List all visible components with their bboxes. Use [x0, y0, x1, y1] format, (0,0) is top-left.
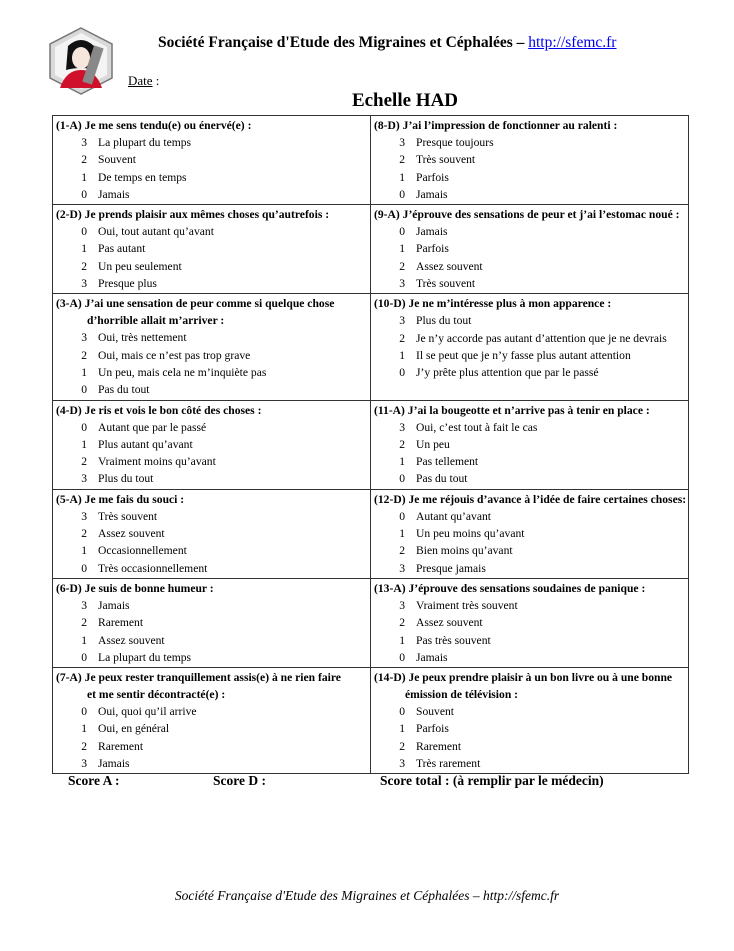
had-questionnaire-table [52, 115, 689, 774]
answer-score: 1 [81, 365, 87, 379]
answer-option [374, 542, 685, 559]
answer-text: Oui, quoi qu’il arrive [98, 705, 197, 719]
answer-score: 1 [399, 527, 405, 541]
answer-score: 2 [81, 455, 87, 469]
answer-score: 0 [81, 650, 87, 664]
answer-score: 0 [399, 366, 405, 380]
answer-option [56, 720, 367, 737]
answer-score: 0 [81, 705, 87, 719]
answer-score: 3 [81, 277, 87, 291]
answer-text: Bien moins qu’avant [416, 544, 513, 558]
question-cell [371, 578, 689, 667]
answer-text: Un peu, mais cela ne m’inquiète pas [98, 365, 267, 379]
answer-text: Pas très souvent [416, 633, 491, 647]
answer-score: 2 [399, 437, 405, 451]
answer-score: 2 [81, 153, 87, 167]
answer-text: J’y prête plus attention que par le passé [416, 366, 599, 380]
answer-option [56, 240, 367, 257]
answer-text: Rarement [416, 739, 462, 753]
answer-score: 2 [399, 331, 405, 345]
question-row [53, 294, 689, 400]
question-title-continued: et me sentir décontracté(e) : [87, 688, 226, 702]
question-row [53, 578, 689, 667]
answer-option [374, 453, 685, 470]
answer-score: 1 [399, 722, 405, 736]
answer-score: 0 [81, 561, 87, 575]
answer-text: Pas tellement [416, 455, 479, 469]
answer-option [374, 632, 685, 649]
answer-score: 2 [399, 616, 405, 630]
answer-text: Très souvent [98, 509, 158, 523]
question-row [53, 668, 689, 774]
answer-text: Presque plus [98, 277, 157, 291]
question-cell [371, 205, 689, 294]
question-title: (7-A) Je peux rester tranquillement assis(e) à ne rien faire [56, 671, 341, 685]
answer-option [56, 186, 367, 203]
question-title: (10-D) Je ne m’intéresse plus à mon apparence : [374, 297, 612, 311]
answer-text: Parfois [416, 722, 449, 736]
answer-text: Presque jamais [416, 561, 486, 575]
answer-text: Jamais [416, 187, 448, 201]
answer-option [374, 525, 685, 542]
answer-text: Vraiment très souvent [416, 598, 518, 612]
question-title-continued: d’horrible allait m’arriver : [87, 314, 225, 328]
answer-score: 0 [399, 509, 405, 523]
answer-option [56, 347, 367, 364]
question-row [53, 205, 689, 294]
answer-score: 3 [399, 561, 405, 575]
answer-text: Très rarement [416, 757, 481, 771]
answer-text: Vraiment moins qu’avant [98, 455, 216, 469]
footer: Société Française d'Etude des Migraines et Céphalées – http://sfemc.fr [174, 888, 560, 903]
question-title: (3-A) J’ai une sensation de peur comme si quelque chose [56, 297, 335, 311]
answer-score: 1 [81, 722, 87, 736]
answer-text: Souvent [416, 705, 455, 719]
answer-score: 2 [399, 259, 405, 273]
question-cell [53, 205, 371, 294]
answer-option [374, 649, 685, 666]
answer-score: 2 [81, 348, 87, 362]
answer-option [56, 419, 367, 436]
answer-option [56, 470, 367, 487]
answer-text: Très souvent [416, 153, 476, 167]
sfemc-logo [46, 26, 116, 96]
answer-text: Assez souvent [98, 633, 165, 647]
score-d-label: Score D : [213, 773, 266, 788]
answer-text: Jamais [98, 757, 130, 771]
answer-option [374, 508, 685, 525]
answer-option [56, 436, 367, 453]
answer-score: 1 [81, 437, 87, 451]
answer-text: La plupart du temps [98, 650, 192, 664]
answer-option [56, 738, 367, 755]
answer-option [56, 329, 367, 346]
header-link[interactable]: http://sfemc.fr [528, 34, 617, 51]
answer-score: 3 [399, 314, 405, 328]
question-title: (13-A) J’éprouve des sensations soudaines de panique : [374, 581, 646, 595]
answer-option [56, 525, 367, 542]
answer-option [56, 453, 367, 470]
answer-option [374, 151, 685, 168]
question-cell [53, 116, 371, 205]
answer-option [56, 258, 367, 275]
answer-text: Rarement [98, 739, 144, 753]
question-cell [53, 489, 371, 578]
answer-score: 1 [399, 455, 405, 469]
question-cell [371, 489, 689, 578]
question-cell [371, 400, 689, 489]
answer-score: 1 [399, 242, 405, 256]
answer-text: Oui, tout autant qu’avant [98, 225, 214, 239]
date-label-text: Date [128, 73, 153, 88]
answer-text: Un peu seulement [98, 259, 182, 273]
answer-text: Oui, en général [98, 722, 170, 736]
answer-text: Parfois [416, 242, 449, 256]
answer-text: Presque toujours [416, 136, 494, 149]
answer-score: 3 [81, 757, 87, 771]
answer-text: Jamais [98, 598, 130, 612]
answer-text: Un peu [416, 437, 450, 451]
question-cell [371, 668, 689, 774]
question-cell [53, 578, 371, 667]
answer-score: 0 [399, 225, 405, 239]
answer-score: 1 [81, 633, 87, 647]
answer-option [374, 347, 685, 364]
answer-score: 3 [399, 598, 405, 612]
question-title: (6-D) Je suis de bonne humeur : [56, 581, 214, 595]
answer-score: 2 [81, 259, 87, 273]
answer-option [374, 134, 685, 151]
answer-score: 3 [81, 472, 87, 486]
answer-score: 2 [399, 739, 405, 753]
answer-score: 3 [81, 331, 87, 345]
answer-text: Pas du tout [416, 472, 468, 486]
answer-text: Plus du tout [416, 314, 472, 328]
question-cell [371, 294, 689, 400]
answer-text: Très occasionnellement [98, 561, 208, 575]
answer-option [374, 614, 685, 631]
question-title: (2-D) Je prends plaisir aux mêmes choses qu’autrefois : [56, 208, 330, 222]
answer-option [374, 275, 685, 292]
answer-option [56, 275, 367, 292]
answer-text: Souvent [98, 153, 137, 167]
answer-option [56, 632, 367, 649]
answer-text: Jamais [416, 650, 448, 664]
answer-option [56, 755, 367, 772]
answer-option [56, 151, 367, 168]
answer-option [374, 330, 685, 347]
answer-text: Assez souvent [416, 616, 483, 630]
question-row [53, 116, 689, 205]
answer-score: 2 [399, 544, 405, 558]
answer-option [374, 436, 685, 453]
answer-option [374, 169, 685, 186]
answer-score: 3 [81, 598, 87, 612]
answer-option [374, 560, 685, 577]
answer-option [56, 134, 367, 151]
question-cell [53, 400, 371, 489]
answer-score: 3 [81, 509, 87, 523]
answer-text: Assez souvent [98, 527, 165, 541]
answer-score: 3 [399, 277, 405, 291]
score-total-label: Score total : (à remplir par le médecin) [380, 773, 604, 788]
answer-option [56, 560, 367, 577]
question-title: (9-A) J’éprouve des sensations de peur et j’ai l’estomac noué : [374, 208, 680, 222]
date-label [128, 73, 159, 89]
answer-option [374, 364, 685, 381]
answer-option [374, 419, 685, 436]
answer-text: Pas autant [98, 242, 146, 256]
answer-option [374, 703, 685, 720]
answer-option [374, 258, 685, 275]
answer-option [56, 364, 367, 381]
answer-score: 0 [81, 187, 87, 201]
answer-text: Plus autant qu’avant [98, 437, 193, 451]
question-cell [371, 116, 689, 205]
answer-score: 1 [81, 170, 87, 184]
answer-text: La plupart du temps [98, 136, 192, 149]
answer-score: 2 [81, 616, 87, 630]
answer-option [374, 312, 685, 329]
answer-text: Plus du tout [98, 472, 154, 486]
header-title [158, 34, 616, 52]
answer-text: Parfois [416, 170, 449, 184]
answer-score: 2 [81, 527, 87, 541]
answer-score: 1 [399, 170, 405, 184]
question-title: (5-A) Je me fais du souci : [56, 492, 185, 506]
answer-text: Autant qu’avant [416, 509, 492, 523]
answer-text: Assez souvent [416, 259, 483, 273]
answer-option [374, 755, 685, 772]
answer-text: Un peu moins qu’avant [416, 527, 525, 541]
answer-text: Rarement [98, 616, 144, 630]
answer-text: Jamais [98, 187, 130, 201]
question-title: (12-D) Je me réjouis d’avance à l’idée de faire certaines choses: [374, 492, 687, 506]
answer-text: Pas du tout [98, 383, 150, 397]
question-row [53, 400, 689, 489]
answer-text: Je n’y accorde pas autant d’attention que je ne devrais [416, 331, 667, 345]
question-title: (8-D) J’ai l’impression de fonctionner au ralenti : [374, 119, 618, 132]
answer-option [56, 703, 367, 720]
answer-text: Occasionnellement [98, 544, 187, 558]
answer-option [56, 381, 367, 398]
question-cell [53, 668, 371, 774]
question-title-continued: émission de télévision : [405, 688, 519, 702]
header-title-text: Société Française d'Etude des Migraines et Céphalées – [158, 34, 525, 51]
question-title: (11-A) J’ai la bougeotte et n’arrive pas à tenir en place : [374, 403, 650, 417]
answer-score: 1 [81, 544, 87, 558]
answer-option [56, 614, 367, 631]
answer-text: Il se peut que je n’y fasse plus autant attention [416, 348, 631, 362]
answer-text: Jamais [416, 225, 448, 239]
answer-option [56, 169, 367, 186]
answer-score: 3 [399, 420, 405, 434]
answer-score: 0 [399, 705, 405, 719]
answer-text: Oui, très nettement [98, 331, 187, 345]
answer-score: 3 [399, 136, 405, 149]
answer-option [56, 508, 367, 525]
answer-text: Très souvent [416, 277, 476, 291]
question-title: (4-D) Je ris et vois le bon côté des choses : [56, 403, 262, 417]
answer-text: Oui, c’est tout à fait le cas [416, 420, 538, 434]
answer-text: De temps en temps [98, 170, 187, 184]
answer-text: Autant que par le passé [98, 420, 207, 434]
answer-text: Oui, mais ce n’est pas trop grave [98, 348, 251, 362]
answer-option [56, 649, 367, 666]
answer-option [374, 470, 685, 487]
answer-option [56, 223, 367, 240]
answer-score: 1 [399, 633, 405, 647]
answer-score: 0 [399, 650, 405, 664]
question-cell [53, 294, 371, 400]
date-label-colon: : [152, 73, 160, 88]
answer-score: 1 [399, 348, 405, 362]
answer-score: 2 [399, 153, 405, 167]
answer-option [374, 240, 685, 257]
answer-option [374, 223, 685, 240]
document-title: Echelle HAD [351, 90, 459, 111]
answer-score: 0 [399, 187, 405, 201]
question-row [53, 489, 689, 578]
answer-score: 0 [81, 225, 87, 239]
answer-option [374, 738, 685, 755]
answer-score: 0 [81, 383, 87, 397]
answer-option [374, 720, 685, 737]
answer-score: 2 [81, 739, 87, 753]
answer-score: 3 [399, 757, 405, 771]
answer-option [374, 597, 685, 614]
answer-score: 3 [81, 136, 87, 149]
answer-option [56, 597, 367, 614]
question-title: (14-D) Je peux prendre plaisir à un bon livre ou à une bonne [374, 671, 673, 685]
question-title: (1-A) Je me sens tendu(e) ou énervé(e) : [56, 119, 252, 132]
answer-score: 1 [81, 242, 87, 256]
answer-score: 0 [81, 420, 87, 434]
score-a-label: Score A : [68, 773, 120, 788]
answer-option [374, 186, 685, 203]
answer-score: 0 [399, 472, 405, 486]
answer-option [56, 542, 367, 559]
